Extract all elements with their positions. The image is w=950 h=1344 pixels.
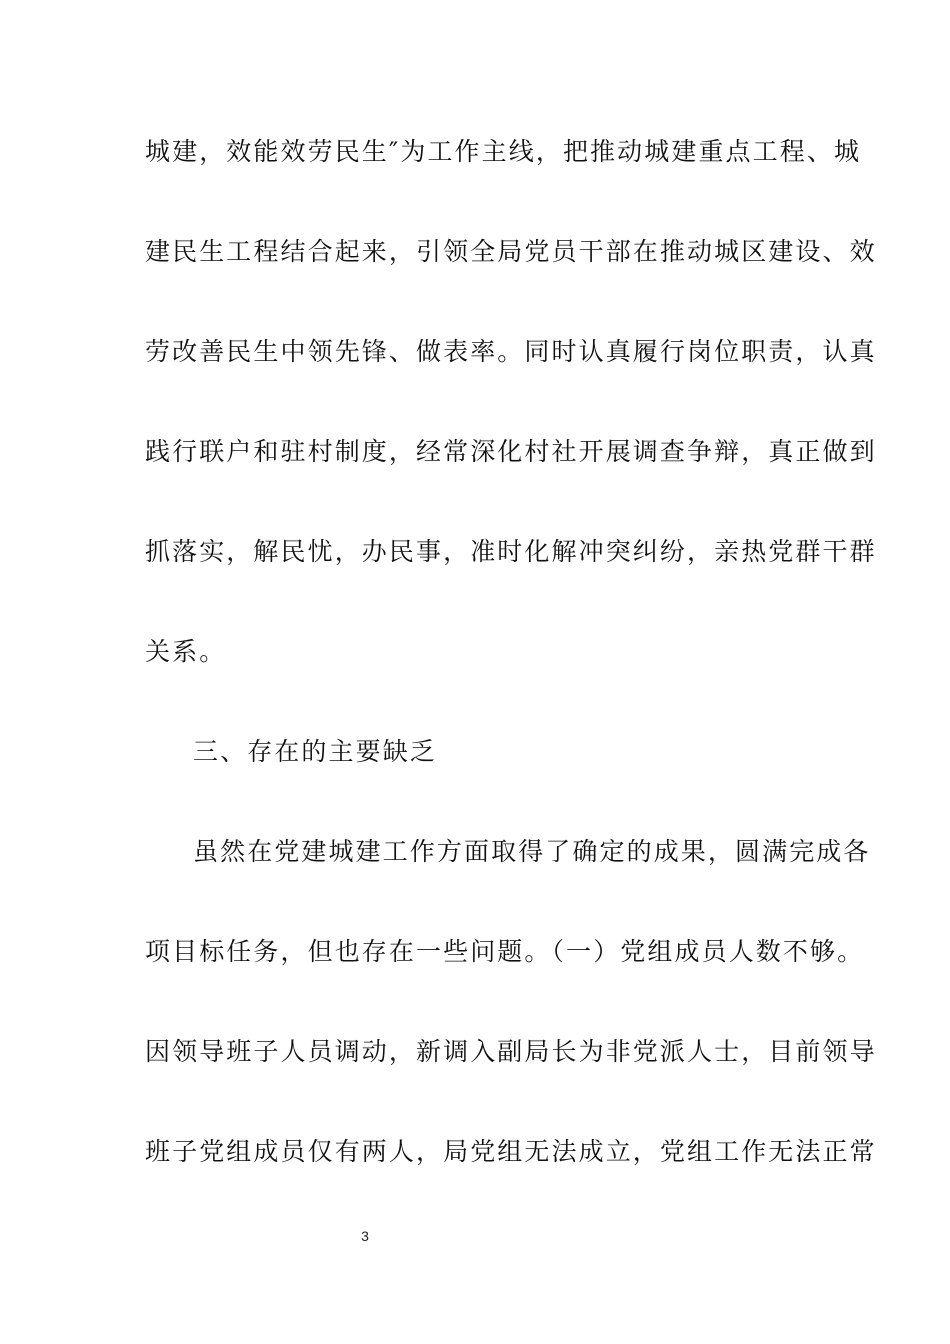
paragraph-line: 项目标任务，但也存在一些问题。（一）党组成员人数不够。 bbox=[145, 937, 865, 966]
page-number: 3 bbox=[361, 1228, 369, 1244]
paragraph-line: 抓落实，解民忧，办民事，准时化解冲突纠纷，亲热党群干群 bbox=[145, 537, 877, 566]
paragraph-line: 劳改善民生中领先锋、做表率。同时认真履行岗位职责，认真 bbox=[145, 337, 877, 366]
section-heading: 三、存在的主要缺乏 bbox=[193, 737, 437, 766]
paragraph-line: 践行联户和驻村制度，经常深化村社开展调查争辩，真正做到 bbox=[145, 437, 877, 466]
paragraph-line: 建民生工程结合起来，引领全局党员干部在推动城区建设、效 bbox=[145, 237, 877, 266]
paragraph-line: 城建，效能效劳民生″为工作主线，把推动城建重点工程、城 bbox=[145, 137, 862, 166]
paragraph-line: 班子党组成员仅有两人，局党组无法成立，党组工作无法正常 bbox=[145, 1137, 877, 1166]
paragraph-line: 关系。 bbox=[145, 637, 227, 666]
paragraph-line: 因领导班子人员调动，新调入副局长为非党派人士，目前领导 bbox=[145, 1037, 877, 1066]
paragraph-line: 虽然在党建城建工作方面取得了确定的成果，圆满完成各 bbox=[193, 837, 871, 866]
